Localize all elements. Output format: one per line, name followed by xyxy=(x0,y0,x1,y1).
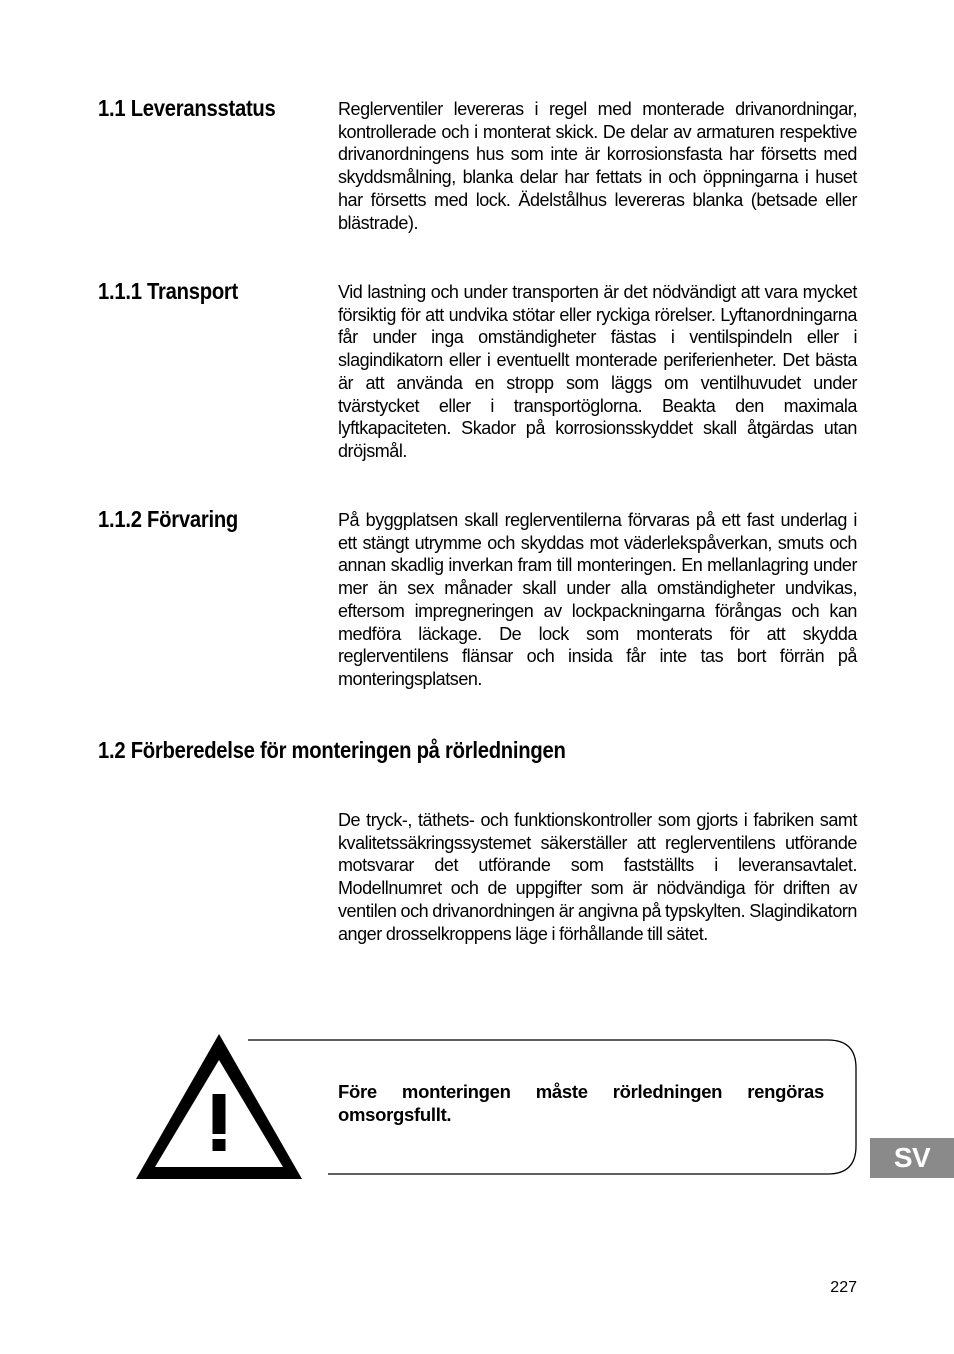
warning-text: Före monteringen måste rörledningen rengöras omsorgsfullt. xyxy=(338,1081,824,1125)
section-text-transport: Vid lastning och under transporten är det nödvändigt att vara mycket försiktig för att undvika stötar eller ryckiga rörelser. Lyftanordningarna får under inga omständigheter fästas i ventilspindeln eller i slagindikatorn eller i eventuellt monterade periferienheter. Det bästa är att använda en stropp som läggs om ventilhuvudet under tvärstycket eller i transportöglorna. Beakta den maximala lyftkapaciteten. Skador på korrosionsskyddet skall åtgärdas utan dröjsmål. xyxy=(338,282,857,461)
language-tab: SV xyxy=(870,1138,954,1178)
page-number: 227 xyxy=(830,1279,857,1296)
section-heading-forvaring: 1.1.2 Förvaring xyxy=(98,506,239,532)
section-text-leveransstatus: Reglerventiler levereras i regel med monterade drivanordningar, kontrollerade och i monterat skick. De delar av armaturen respektive drivanordningens hus som inte är korrosionsfasta har försetts med skyddsmålning, blanka delar har fettats in och öppningarna i huset har försetts med lock. Ädelstålhus levereras blanka (betsade eller blästrade). xyxy=(338,99,857,233)
section-heading-forberedelse: 1.2 Förberedelse för monteringen på rörledningen xyxy=(98,737,566,763)
section-text-forvaring: På byggplatsen skall reglerventilerna förvaras på ett fast underlag i ett stängt utrymme och skyddas mot väderlekspåverkan, smuts och annan skadlig inverkan fram till monteringen. En mellanlagring under mer än sex månader skall under alla omständigheter undvikas, eftersom impregneringen av lockpackningarna förångas och kan medföra läckage. De lock som monterats för att skydda reglerventilens flänsar och insida får inte tas bort förrän på monteringsplatsen. xyxy=(338,510,857,689)
warning-triangle-icon xyxy=(136,1034,302,1179)
section-text-forberedelse: De tryck-, täthets- och funktionskontroller som gjorts i fabriken samt kvalitetssäkringssystemet säkerställer att reglerventilens utförande motsvarar det utförande som fastställts i leveransavtalet. Modellnumret och de uppgifter som är nödvändiga för driften av ventilen och drivanordningen är angivna på typskylten. Slagindikatorn anger drosselkroppens läge i förhållande till sätet. xyxy=(338,810,857,944)
section-heading-transport: 1.1.1 Transport xyxy=(98,278,239,304)
section-heading-leveransstatus: 1.1 Leveransstatus xyxy=(98,95,276,121)
